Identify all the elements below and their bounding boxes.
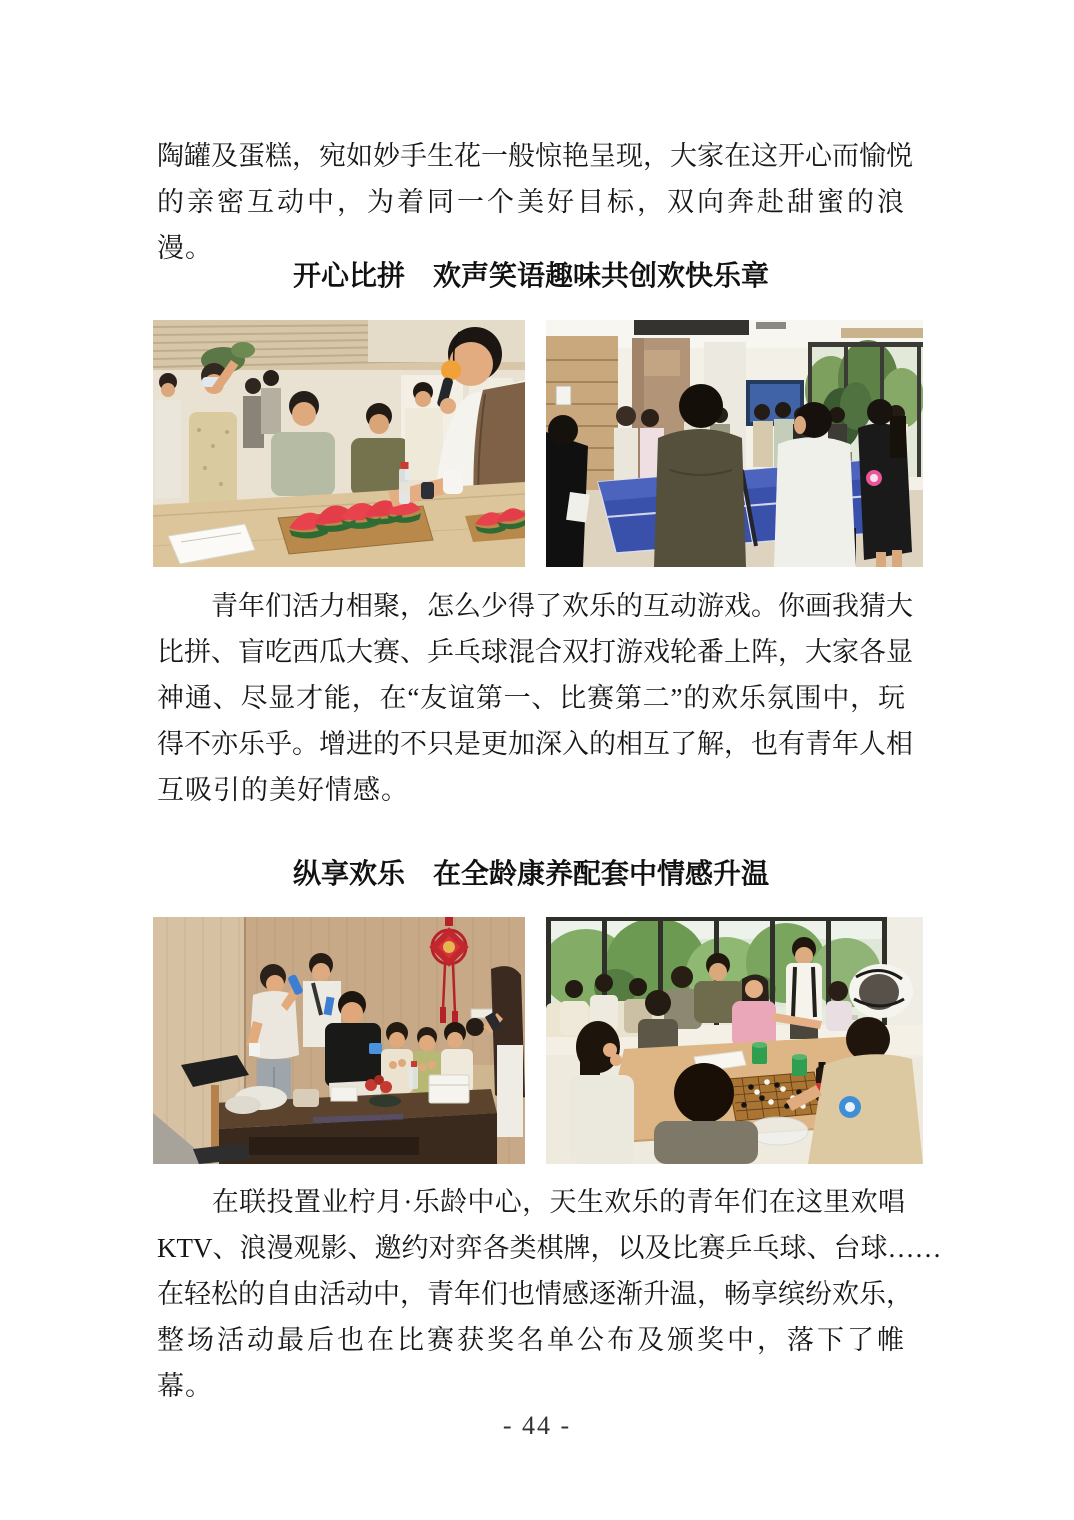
photo-row-1 [153, 320, 923, 567]
ktv-illustration [153, 917, 525, 1164]
body-text-line: 互吸引的美好情感。 [157, 775, 409, 805]
ping-pong-illustration [546, 320, 923, 567]
page-number: - 44 - [502, 1411, 572, 1440]
photo-board-game [546, 917, 923, 1164]
watermelon-contest-illustration [153, 320, 525, 567]
paragraph-2 [157, 583, 913, 813]
photo-ping-pong-game [546, 320, 923, 567]
board-game-illustration [546, 917, 923, 1164]
photo-ktv-singing [153, 917, 525, 1164]
body-text-line: 神通、尽显才能，在“友谊第一、比赛第二”的欢乐氛围中，玩 [157, 683, 905, 713]
body-text-line: 整场活动最后也在比赛获奖名单公布及颁奖中，落下了帷幕。 [157, 1325, 905, 1401]
paragraph-3 [157, 1179, 942, 1401]
photo-watermelon-contest [153, 320, 525, 567]
body-text-line: 得不亦乐乎。增进的不只是更加深入的相互了解，也有青年人相 [157, 729, 913, 759]
body-text-line: KTV、浪漫观影、邀约对弈各类棋牌，以及比赛乒乓球、台球…… [157, 1233, 942, 1263]
section-heading-2: 纵享欢乐 在全龄康养配套中情感升温 [292, 859, 769, 890]
body-text-line: 陶罐及蛋糕，宛如妙手生花一般惊艳呈现，大家在这开心而愉悦 [157, 141, 913, 171]
section-heading-1: 开心比拼 欢声笑语趣味共创欢快乐章 [292, 261, 769, 292]
photo-row-2 [153, 917, 923, 1164]
body-text-line: 青年们活力相聚，怎么少得了欢乐的互动游戏。你画我猜大 [157, 591, 913, 621]
body-text-line: 比拼、盲吃西瓜大赛、乒乓球混合双打游戏轮番上阵，大家各显 [157, 637, 913, 667]
body-text-line: 在轻松的自由活动中，青年们也情感逐渐升温，畅享缤纷欢乐， [157, 1279, 913, 1309]
body-text-line: 在联投置业柠月·乐龄中心，天生欢乐的青年们在这里欢唱 [157, 1187, 905, 1217]
paragraph-1 [157, 133, 913, 263]
body-text-line: 的亲密互动中，为着同一个美好目标，双向奔赴甜蜜的浪漫。 [157, 187, 905, 263]
